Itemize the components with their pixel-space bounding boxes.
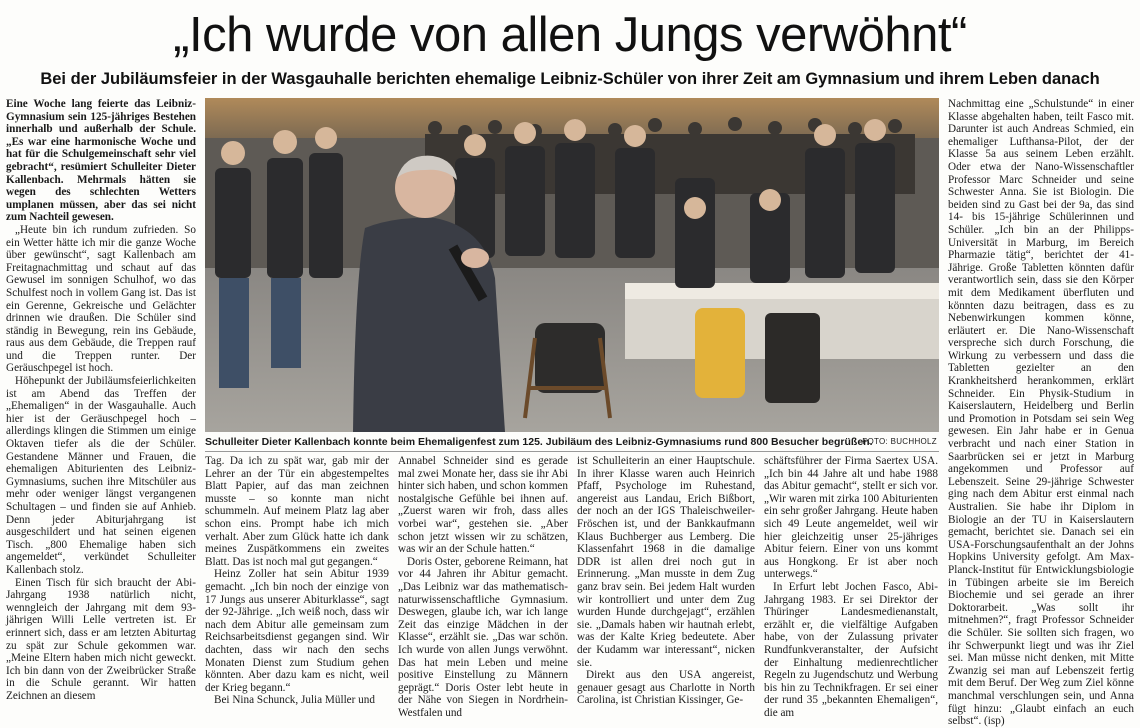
paragraph: „Heute bin ich rundum zufrieden. So ein Wetter hätte ich mir die ganze Woche über gewünscht“, sagt Kallenbach am Freitagnachmittag und schaut auf das Gewusel im sonnigen Schulhof, wo das Schulfest noch in vollem Gang ist. Das ist ein Gerenne, Gekreische und Gelächter drinnen wie draußen. Die Schüler sind ständig in Bewegung, rein ins Gebäude, raus aus dem Gebäude, die Treppen rauf und die Treppen runter. Der Geräuschpegel ist hoch. bbox=[6, 223, 196, 375]
paragraph: Direkt aus den USA angereist, genauer gesagt aus Charlotte in North Carolina, ist Christian Kissinger, Ge- bbox=[577, 669, 755, 707]
paragraph: Doris Oster, geborene Reimann, hat vor 44 Jahren ihr Abitur gemacht. „Das Leibniz war das mathematisch-naturwissenschaftliche Gymnasium. Deswegen, glaube ich, war ich lange Zeit das einzige Mädchen in der Klasse“, erzählt sie. „Das war schön. Ich wurde von allen Jungs verwöhnt. Das hat mein Leben und meine positive Einstellung zu Männern geprägt.“ Doris Oster lebt heute in der Nähe von Siegen in Nordrhein-Westfalen und bbox=[398, 555, 568, 719]
paragraph: Annabel Schneider sind es gerade mal zwei Monate her, dass sie ihr Abi hinter sich haben, und schon kommen nostalgische Gefühle bei ihnen auf. „Zuerst waren wir froh, dass alles vorbei war“, gestehen sie. „Aber schon jetzt wissen wir zu schätzen, was wir an der Schule hatten.“ bbox=[398, 455, 568, 556]
column-6 bbox=[948, 98, 1134, 728]
paragraph: Nachmittag eine „Schulstunde“ in einer Klasse abgehalten haben, teilt Fasco mit. Darunter ist auch Andreas Schmied, ein ehemaliger Lufthansa-Pilot, der der Klasse 5a aus seinem Leben erzählt. Oder etwa der Nano-Wissenschaftler Professor Marc Schneider und seine Schwester Anna. Sie ist Biologin. Die beiden sind zu Gast bei der 9a, das sind 14- bis 15-jährige Schülerinnen und Schüler. „Ich bin an der Philipps-Universität in Marburg, im Bereich Pharmazie tätig“, berichtet der 41-Jährige. Große Tabletten könnten dafür verantwortlich sein, dass sie den Körper mit dem Medikament überfluten und könnten dazu beitragen, dass es zu Nebenwirkungen kommen könne, erläutert er. Die Nano-Wissenschaft verspreche sich durch Forschung, die Wirkung zu verbessern und dass die Tabletten gezielter an den Krankheitsherd herankommen, erklärt Schneider. Ein Physik-Studium in Kaiserslautern, Heidelberg und Berlin und Promotion in Potsdam sei sein Weg gewesen. Ein Jahr habe er in Genua verbracht und nach einer Station in Saarbrücken sei er jetzt in Marburg angekommen und Professor auf Lebenszeit. Seine 29-jährige Schwester ging nach dem Abitur erst einmal nach Australien. Sie habe ihr Diplom in Biologie an der TU in Kaiserslautern gemacht, berichtet sie. Danach sei ein USA-Forschungsaufenthalt an der Johns Hopkins University gefolgt. Am Max-Planck-Institut für Entwicklungsbiologie in Tübingen arbeite sie im Bereich Biochemie und sei gerade an ihrer Doktorarbeit. „Was sollt ihr mitnehmen?“, fragt Professor Schneider die Schüler. Sie sollten sich fragen, wo ihr Schwerpunkt liegt und was ihr Ziel sei. Man müsse nicht denken, mit Mitte Zwanzig sei man auf Lebenszeit fertig mit dem Beruf. Der Weg zum Ziel könne manchmal verschlungen sein, und Anna fügt hinzu: „Glaubt einfach an euch selbst“. (isp) bbox=[948, 98, 1134, 728]
column-2 bbox=[205, 455, 389, 707]
article-lead: Eine Woche lang feierte das Leibniz-Gymnasium sein 125-jähriges Bestehen innerhalb und außerhalb der Schule. „Es war eine harmonische Woche und hat für die Schulgemeinschaft sehr viel gebracht“, resümiert Schulleiter Dieter Kallenbach. Mehrmals hätten sie wegen des schlechten Wetters umplanen müssen, aber das sei nicht zum Nachteil gewesen. bbox=[6, 98, 196, 224]
photo-caption bbox=[205, 434, 939, 450]
paragraph: Heinz Zoller hat sein Abitur 1939 gemacht. „Ich bin noch der einzige von 17 Jungs aus unserer Abiturklasse“, sagt der 92-Jährige. „Ich weiß noch, dass wir nach dem Abitur alle gemeinsam zum Reichsarbeitsdienst gegangen sind. Wir dachten, dass wir nach den sechs Monaten Dienst zum Studium gehen könnten. Aber dazu kam es nicht, weil der Krieg begann.“ bbox=[205, 568, 389, 694]
column-4 bbox=[577, 455, 755, 707]
paragraph: schäftsführer der Firma Saertex USA. „Ich bin 44 Jahre alt und habe 1988 das Abitur gemacht“, stellt er sich vor. „Wir waren mit zirka 100 Abiturienten ein sehr großer Jahrgang. Heute haben sich 49 Leute angemeldet, weil wir hier gleichzeitig unser 25-jähriges Abitur feiern. Einer von uns kommt aus Hongkong. Er ist aber noch unterwegs.“ bbox=[764, 455, 938, 581]
paragraph: Einen Tisch für sich braucht der Abi-Jahrgang 1938 natürlich nicht, wenngleich der Jahrgang mit dem 93-jährigen Willi Lelle vertreten ist. Er erinnert sich, dass er am letzten Abiturtag zu spät zur Schule gekommen war. „Meine Eltern haben mich nicht geweckt. Ich bin dann von der Zweibrücker Straße in die Schule gerannt. Wir hatten Zeichnen an diesem bbox=[6, 576, 196, 702]
hall-scene-illustration bbox=[205, 98, 939, 432]
photo-caption-text: Schulleiter Dieter Kallenbach konnte beim Ehemaligenfest zum 125. Jubiläum des Leibniz-Gymnasiums rund 800 Besucher begrüßen. bbox=[205, 436, 873, 448]
paragraph: In Erfurt lebt Jochen Fasco, Abi-Jahrgang 1983. Er sei Direktor der Thüringer Landesmedienanstalt, erzählt er, die vielfältige Aufgaben habe, von der Zulassung privater Rundfunkveranstalter, der Aufsicht der Einhaltung medienrechtlicher Regeln zu Jugendschutz und Werbung bis hin zu Technikfragen. Er sei einer der rund 35 „bekannten Ehemaligen“, die am bbox=[764, 580, 938, 719]
paragraph: Tag. Da ich zu spät war, gab mir der Lehrer an der Tür ein abgestempeltes Blatt Papier, auf das man zeichnen musste – so konnte man nicht schummeln. Auf meinem Platz lag aber schon eins. Prompt habe ich mich verhalt. Aber zum Glück hatte ich dank meines Zuspätkommens ein zweites Blatt. Das ist noch mal gut gegangen.“ bbox=[205, 455, 389, 568]
article-headline: „Ich wurde von allen Jungs verwöhnt“ bbox=[173, 8, 967, 62]
photo-credit: FOTO: BUCHHOLZ bbox=[862, 437, 937, 446]
article-subheadline: Bei der Jubiläumsfeier in der Wasgauhalle berichten ehemalige Leibniz-Schüler von ihrer Zeit am Gymnasium und ihrem Leben danach bbox=[40, 70, 1100, 88]
column-3 bbox=[398, 455, 568, 719]
column-5 bbox=[764, 455, 938, 719]
paragraph: Höhepunkt der Jubiläumsfeierlichkeiten ist am Abend das Treffen der „Ehemaligen“ in der Wasgauhalle. Auch hier ist der Geräuschpegel hoch – allerdings klingen die Stimmen um einige Oktaven tiefer als die der Schüler. Gestandene Männer und Frauen, die ehemaligen Abiturienten des Leibniz-Gymnasiums, suchen ihre Mitschüler aus mehr oder weniger längst vergangenen Schultagen – und finden sie auf Anhieb. Denn jeder Abiturjahrgang ist ausgeschildert und hat seinen eigenen Tisch. „800 Ehemalige haben sich angemeldet“, verkündet Schulleiter Kallenbach stolz. bbox=[6, 375, 196, 576]
paragraph: ist Schulleiterin an einer Hauptschule. In ihrer Klasse waren auch Heinrich Pfaff, Psychologe im Ruhestand, angereist aus Landau, Erich Bißbort, der noch an der IGS Thaleischweiler-Fröschen ist, und der Bankkaufmann Klaus Buchberger aus Lemberg. Die Klassenfahrt 1968 in die damalige DDR ist allen drei noch gut in Erinnerung. „Man musste in dem Zug ganz brav sein. Bei jedem Halt wurden wir kontrolliert und unter dem Zug wurden Hunde durchgejagt“, erzählen sie. „Damals haben wir hautnah erlebt, was der Kalte Krieg bedeutete. Aber der Kudamm war interessant“, nicken sie. bbox=[577, 455, 755, 669]
paragraph: Bei Nina Schunck, Julia Müller und bbox=[214, 694, 375, 707]
column-1 bbox=[6, 98, 196, 700]
article-photo bbox=[205, 98, 939, 432]
divider bbox=[205, 451, 939, 452]
